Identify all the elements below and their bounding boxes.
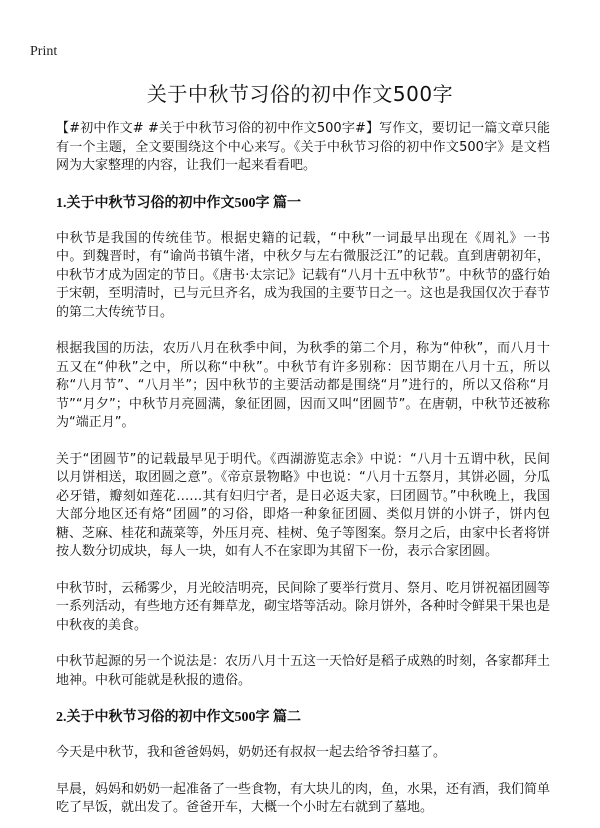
section-1-paragraph-3: 关于“团圆节”的记载最早见于明代。《西湖游览志余》中说：“八月十五谓中秋，民间以月饼相送，取团圆之意”。《帝京景物略》中也说：“八月十五祭月，其饼必圆，分瓜必牙错，瓣刻如莲花……其有妇归宁者，是日必返夫家，曰团圆节。”中秋晚上，我国大部分地区还有烙“团圆”的习俗，即烙一种象征团圆、类似月饼的小饼子，饼内包糖、芝麻、桂花和蔬菜等，外压月亮、桂树、兔子等图案。祭月之后，由家中长者将饼按人数分切成块，每人一块，如有人不在家即为其留下一份，表示合家团圆。 [56,451,551,559]
article-body [56,120,550,828]
section-heading-2: 2.关于中秋节习俗的初中作文500字 篇二 [56,710,301,725]
section-1-paragraph-5: 中秋节起源的另一个说法是：农历八月十五这一天恰好是稻子成熟的时刻，各家都拜土地神。中秋可能就是秋报的遗俗。 [56,654,551,688]
print-link[interactable]: Print [30,44,58,59]
section-2-paragraph-1: 今天是中秋节，我和爸爸妈妈，奶奶还有叔叔一起去给爷爷扫墓了。 [56,745,447,760]
section-1-paragraph-1: 中秋节是我国的传统佳节。根据史籍的记载，“中秋”一词最早出现在《周礼》一书中。到魏晋时，有“谕尚书镇牛渚，中秋夕与左右微服泛江”的记载。直到唐朝初年，中秋节才成为固定的节日。《唐书·太宗记》记载有“八月十五中秋节”。中秋节的盛行始于宋朝，至明清时，已与元旦齐名，成为我国的主要节日之一。这也是我国仅次于春节的第二大传统节日。 [56,230,551,320]
section-2-paragraph-2: 早晨，妈妈和奶奶一起准备了一些食物，有大块儿的肉，鱼，水果，还有酒，我们简单吃了早饭，就出发了。爸爸开车，大概一个小时左右就到了墓地。 [56,781,551,815]
section-heading-1: 1.关于中秋节习俗的初中作文500字 篇一 [56,195,301,211]
section-1-paragraph-2: 根据我国的历法，农历八月在秋季中间，为秋季的第二个月，称为“仲秋”，而八月十五又在“仲秋”之中，所以称“中秋”。中秋节有许多别称：因节期在八月十五，所以称“八月节”、“八月半”；因中秋节的主要活动都是围绕“月”进行的，所以又俗称“月节”“月夕”；中秋节月亮圆满，象征团圆，因而又叫“团圆节”。在唐朝，中秋节还被称为“端正月”。 [56,341,550,430]
section-1-paragraph-4: 中秋节时，云稀雾少，月光皎洁明亮，民间除了要举行赏月、祭月、吃月饼祝福团圆等一系列活动，有些地方还有舞草龙，砌宝塔等活动。除月饼外，各种时令鲜果干果也是中秋夜的美食。 [56,580,551,633]
page-title: 关于中秋节习俗的初中作文500字 [146,82,454,106]
intro-paragraph: 【#初中作文# #关于中秋节习俗的初中作文500字#】写作文，要切记一篇文章只能有一个主题，全文要围绕这个中心来写。《关于中秋节习俗的初中作文500字》是文档网为大家整理的内容，让我们一起来看看吧。 [56,121,550,173]
